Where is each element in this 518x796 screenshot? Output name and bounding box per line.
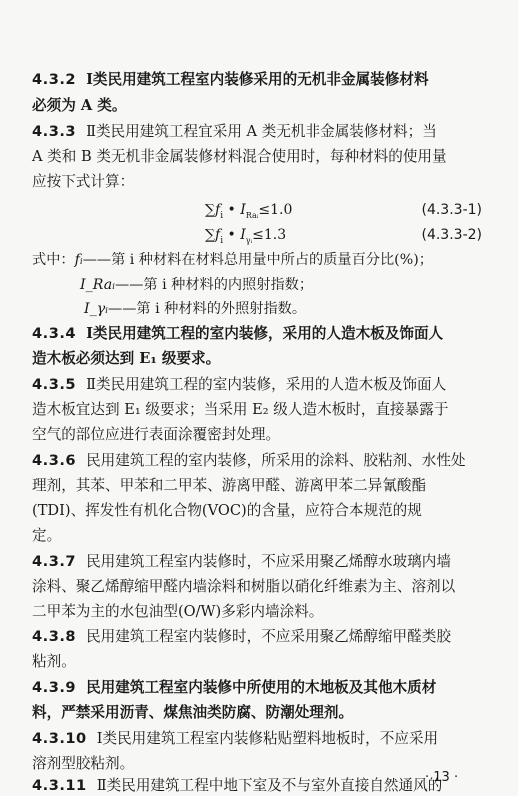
clause-4-3-8-line1: 4.3.8 民用建筑工程室内装修时，不应采用聚乙烯醇缩甲醛类胶 xyxy=(32,628,451,645)
clause-4-3-9-line2: 料，严禁采用沥青、煤焦油类防腐、防潮处理剂。 xyxy=(32,704,354,721)
definition-Iy: I_γᵢ——第 i 种材料的外照射指数。 xyxy=(84,301,307,317)
equation-number: (4.3.3-2) xyxy=(421,227,482,243)
symbol: I_γᵢ xyxy=(84,301,109,317)
clause-number: 4.3.11 xyxy=(32,777,87,794)
clause-4-3-4-line2: 造木板必须达到 E₁ 级要求。 xyxy=(32,350,221,367)
clause-4-3-5-line3: 空气的部位应进行表面涂覆密封处理。 xyxy=(32,426,281,443)
clause-text: Ⅰ类民用建筑工程室内装修采用的无机非金属装修材料 xyxy=(86,71,429,88)
clause-number: 4.3.4 xyxy=(32,325,77,342)
clause-4-3-7-line2: 涂料、聚乙烯醇缩甲醛内墙涂料和树脂以硝化纤维素为主、溶剂以 xyxy=(32,578,456,595)
page-number: · 13 · xyxy=(425,770,459,785)
definition-IRa: I_Raᵢ——第 i 种材料的内照射指数； xyxy=(80,277,314,293)
clause-4-3-8-line2: 粘剂。 xyxy=(32,653,76,670)
clause-4-3-6-line2: 理剂，其苯、甲苯和二甲苯、游离甲醛、游离甲苯二异氰酸酯 xyxy=(32,477,427,494)
clause-text: 应按下式计算： xyxy=(32,173,135,190)
clause-4-3-2-line2 xyxy=(32,96,482,116)
clause-number: 4.3.7 xyxy=(32,553,77,570)
definition-f: 式中：fᵢ——第 i 种材料在材料总用量中所占的质量百分比(%)； xyxy=(32,252,433,268)
formula-sum: ∑ xyxy=(205,202,215,218)
symbol: fᵢ xyxy=(74,252,83,268)
clause-4-3-5-line1: 4.3.5 Ⅱ类民用建筑工程的室内装修，采用的人造木板及饰面人 xyxy=(32,376,447,393)
formula-4-3-3-1: $\sum f_i$ • $I_{Raᵢ}\le 1.0$ xyxy=(205,202,293,221)
clause-4-3-10-line1: 4.3.10 Ⅰ类民用建筑工程室内装修粘贴塑料地板时，不应采用 xyxy=(32,730,439,747)
clause-4-3-6-line4: 定。 xyxy=(32,527,62,544)
equation-number: (4.3.3-1) xyxy=(421,202,482,218)
clause-4-3-6-line1: 4.3.6 民用建筑工程的室内装修，所采用的涂料、胶粘剂、水性处 xyxy=(32,452,466,469)
formula-4-3-3-2: $\sum f_i$ • $I_{\gamma ᵢ}\le 1.3$ xyxy=(205,227,287,246)
clause-number: 4.3.8 xyxy=(32,628,77,645)
clause-text: A 类和 B 类无机非金属装修材料混合使用时，每种材料的使用量 xyxy=(32,148,447,165)
clause-number: 4.3.3 xyxy=(32,123,77,140)
clause-number: 4.3.6 xyxy=(32,452,77,469)
clause-4-3-2-line1 xyxy=(32,70,482,90)
clause-text: Ⅱ类民用建筑工程宜采用 A 类无机非金属装修材料；当 xyxy=(86,123,437,140)
clause-number: 4.3.9 xyxy=(32,679,77,696)
clause-4-3-9-line1: 4.3.9 民用建筑工程室内装修中所使用的木地板及其他木质材 xyxy=(32,679,437,696)
clause-number: 4.3.5 xyxy=(32,376,77,393)
clause-4-3-4-line1: 4.3.4 Ⅰ类民用建筑工程的室内装修，采用的人造木板及饰面人 xyxy=(32,325,444,342)
clause-4-3-7-line1: 4.3.7 民用建筑工程室内装修时，不应采用聚乙烯醇水玻璃内墙 xyxy=(32,553,451,570)
clause-4-3-3-line3 xyxy=(32,172,482,192)
clause-4-3-6-line3: (TDI)、挥发性有机化合物(VOC)的含量，应符合本规范的规 xyxy=(32,502,422,519)
clause-number: 4.3.2 xyxy=(32,71,77,88)
clause-4-3-11-line1: 4.3.11 Ⅱ类民用建筑工程中地下室及不与室外直接自然通风的 xyxy=(32,777,443,794)
clause-number: 4.3.10 xyxy=(32,730,87,747)
clause-4-3-7-line3: 二甲苯为主的水包油型(O/W)多彩内墙涂料。 xyxy=(32,603,324,620)
clause-4-3-3-line2 xyxy=(32,147,482,167)
symbol: I_Raᵢ xyxy=(80,277,116,293)
clause-4-3-5-line2: 造木板宜达到 E₁ 级要求；当采用 E₂ 级人造木板时，直接暴露于 xyxy=(32,401,449,418)
clause-4-3-10-line2: 溶剂型胶粘剂。 xyxy=(32,755,135,772)
clause-4-3-3-line1 xyxy=(32,122,482,142)
clause-text: 必须为 A 类。 xyxy=(32,97,127,114)
